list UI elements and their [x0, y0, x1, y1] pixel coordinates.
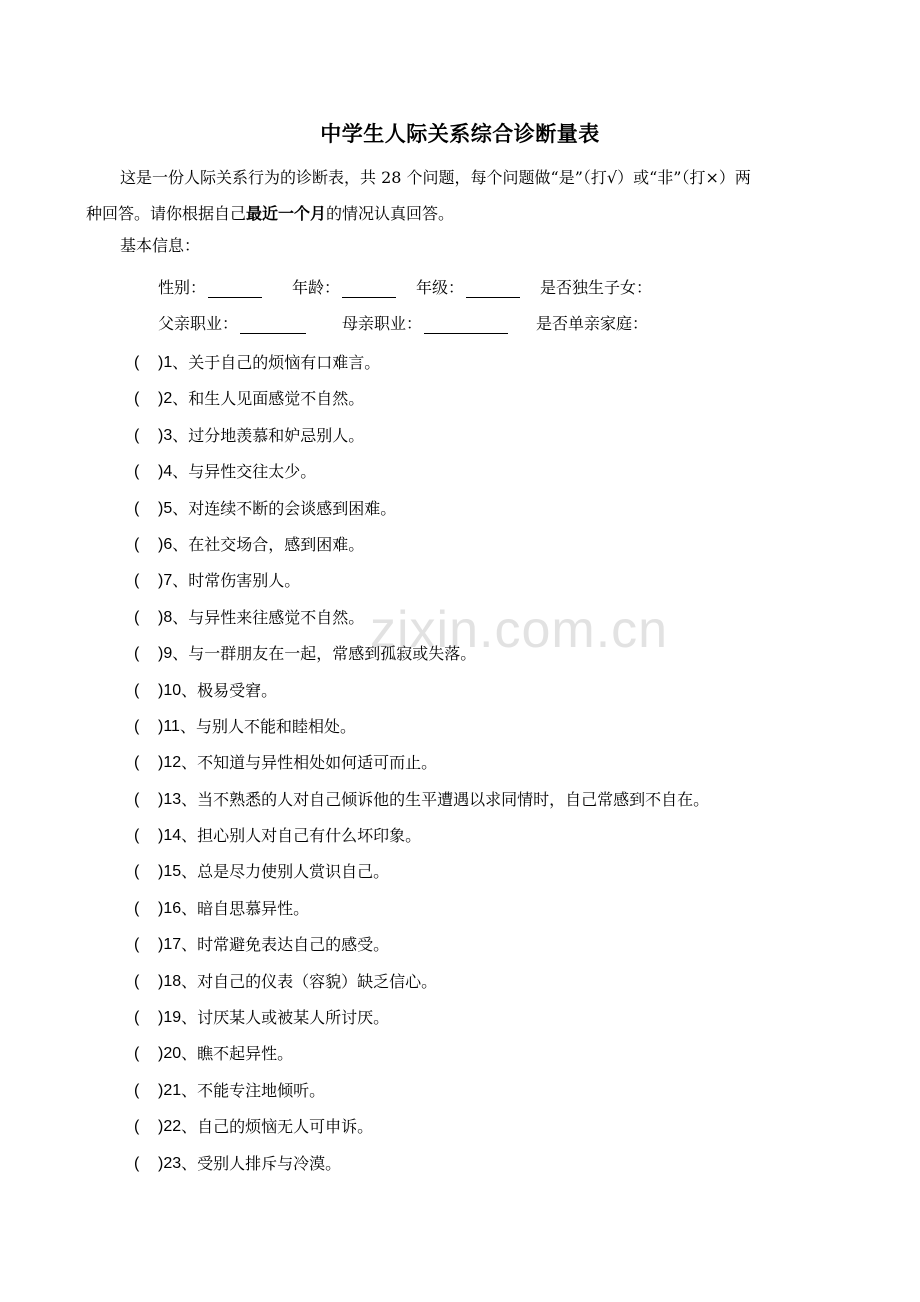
- question-item: [134, 673, 709, 709]
- question-text: 、暗自思慕异性。: [181, 898, 310, 918]
- question-text: 、和生人见面感觉不自然。: [172, 389, 365, 409]
- gender-field: [158, 275, 262, 298]
- answer-paren-close: ): [158, 972, 164, 990]
- question-item: [134, 1109, 709, 1145]
- question-number: 16: [163, 899, 182, 917]
- question-number: 17: [163, 936, 182, 954]
- answer-paren-open[interactable]: (: [134, 354, 140, 371]
- info-row-2: [158, 311, 648, 334]
- question-text: 、对自己的仪表（容貌）缺乏信心。: [181, 971, 438, 991]
- question-item: [134, 1000, 709, 1036]
- answer-paren-close: ): [158, 1045, 164, 1063]
- question-text: 、关于自己的烦恼有口难言。: [172, 353, 381, 372]
- intro-emphasis: 最近一个月: [246, 204, 327, 223]
- question-item: [134, 964, 709, 1000]
- intro-paragraph-line1: 这是一份人际关系行为的诊断表，共 28 个问题，每个问题做“是”（打√）或“非”（打×）两: [120, 168, 751, 187]
- question-text: 、极易受窘。: [181, 680, 278, 700]
- question-item: [134, 345, 709, 381]
- single-parent-field: [536, 311, 648, 334]
- question-item: [134, 527, 709, 563]
- question-item: [134, 745, 709, 781]
- father-job-blank[interactable]: [240, 315, 306, 334]
- intro-text-end: 的情况认真回答。: [326, 204, 455, 223]
- question-number: 19: [163, 1009, 182, 1027]
- question-text: 、自己的烦恼无人可申诉。: [181, 1117, 374, 1137]
- question-number: 1: [163, 354, 173, 371]
- question-text: 、与一群朋友在一起，常感到孤寂或失落。: [172, 644, 477, 664]
- answer-paren-close: ): [158, 354, 164, 371]
- answer-paren-open[interactable]: (: [134, 499, 140, 517]
- answer-paren-close: ): [158, 535, 164, 553]
- question-text: 、时常避免表达自己的感受。: [181, 935, 390, 955]
- father-job-label: 父亲职业：: [158, 314, 239, 333]
- answer-paren-open[interactable]: (: [134, 863, 140, 881]
- only-child-field: [540, 275, 652, 298]
- answer-paren-close: ): [158, 608, 164, 626]
- question-number: 11: [163, 717, 180, 735]
- question-text: 、与异性交往太少。: [172, 462, 317, 482]
- question-number: 13: [163, 790, 182, 808]
- grade-field: [416, 275, 520, 298]
- question-number: 6: [163, 535, 173, 553]
- document-title: 中学生人际关系综合诊断量表: [320, 122, 600, 146]
- answer-paren-open[interactable]: (: [134, 426, 140, 444]
- answer-paren-close: ): [158, 754, 164, 772]
- question-number: 20: [163, 1045, 182, 1063]
- grade-label: 年级：: [416, 278, 465, 297]
- answer-paren-close: ): [158, 1009, 164, 1027]
- answer-paren-open[interactable]: (: [134, 790, 140, 808]
- question-item: [134, 454, 709, 490]
- question-text: 、瞧不起异性。: [181, 1044, 294, 1064]
- answer-paren-open[interactable]: (: [134, 681, 140, 699]
- question-number: 7: [163, 572, 173, 590]
- question-item: [134, 818, 709, 854]
- question-number: 2: [163, 390, 173, 408]
- answer-paren-open[interactable]: (: [134, 936, 140, 954]
- question-text: 、对连续不断的会谈感到困难。: [172, 498, 397, 518]
- answer-paren-open[interactable]: (: [134, 972, 140, 990]
- mother-job-label: 母亲职业：: [342, 314, 423, 333]
- answer-paren-close: ): [158, 899, 164, 917]
- question-item: [134, 891, 709, 927]
- answer-paren-close: ): [158, 645, 164, 663]
- answer-paren-open[interactable]: (: [134, 1118, 140, 1136]
- answer-paren-open[interactable]: (: [134, 717, 140, 735]
- answer-paren-close: ): [158, 1154, 164, 1172]
- mother-job-blank[interactable]: [424, 315, 508, 334]
- question-number: 8: [163, 608, 173, 626]
- question-item: [134, 636, 709, 672]
- single-parent-label: 是否单亲家庭：: [536, 314, 649, 333]
- question-number: 22: [163, 1118, 182, 1136]
- question-item: [134, 381, 709, 417]
- question-text: 、过分地羡慕和妒忌别人。: [172, 425, 365, 445]
- answer-paren-close: ): [158, 827, 164, 845]
- question-item: [134, 1036, 709, 1072]
- answer-paren-open[interactable]: (: [134, 572, 140, 590]
- info-row-1: [158, 275, 652, 298]
- question-number: 10: [163, 681, 182, 699]
- answer-paren-open[interactable]: (: [134, 1009, 140, 1027]
- age-field: [292, 275, 396, 298]
- age-label: 年龄：: [292, 278, 341, 297]
- question-item: [134, 1146, 709, 1182]
- question-text: 、受别人排斥与冷漠。: [181, 1153, 342, 1173]
- question-number: 18: [163, 972, 182, 990]
- answer-paren-open[interactable]: (: [134, 1081, 140, 1099]
- question-text: 、不能专注地倾听。: [181, 1080, 326, 1100]
- question-number: 5: [163, 499, 173, 517]
- question-text: 、在社交场合，感到困难。: [172, 534, 365, 554]
- answer-paren-open[interactable]: (: [134, 463, 140, 481]
- intro-paragraph-line2: [86, 196, 846, 232]
- question-item: [134, 418, 709, 454]
- question-item: [134, 782, 709, 818]
- answer-paren-open[interactable]: (: [134, 390, 140, 408]
- question-item: [134, 491, 709, 527]
- question-text: 、时常伤害别人。: [172, 571, 301, 591]
- question-text: 、担心别人对自己有什么坏印象。: [181, 826, 422, 846]
- gender-label: 性别：: [158, 278, 207, 297]
- answer-paren-close: ): [158, 1081, 164, 1099]
- question-item: [134, 563, 709, 599]
- answer-paren-close: ): [158, 717, 164, 735]
- answer-paren-open[interactable]: (: [134, 535, 140, 553]
- answer-paren-open[interactable]: (: [134, 1154, 140, 1172]
- answer-paren-close: ): [158, 426, 164, 444]
- basic-info-label: 基本信息：: [120, 236, 201, 255]
- father-job-field: [158, 311, 306, 334]
- answer-paren-open[interactable]: (: [134, 608, 140, 626]
- question-number: 9: [163, 645, 173, 663]
- answer-paren-close: ): [158, 1118, 164, 1136]
- answer-paren-close: ): [158, 936, 164, 954]
- watermark: zixin.com.cn: [370, 601, 669, 659]
- answer-paren-close: ): [158, 572, 164, 590]
- question-number: 12: [163, 754, 182, 772]
- question-text: 、讨厌某人或被某人所讨厌。: [181, 1008, 390, 1028]
- question-list: [134, 345, 709, 1182]
- question-text: 、不知道与异性相处如何适可而止。: [181, 753, 438, 773]
- answer-paren-close: ): [158, 790, 164, 808]
- question-number: 4: [163, 463, 173, 481]
- question-number: 3: [163, 426, 173, 444]
- question-item: [134, 854, 709, 890]
- answer-paren-close: ): [158, 463, 164, 481]
- answer-paren-open[interactable]: (: [134, 645, 140, 663]
- question-item: [134, 600, 709, 636]
- answer-paren-close: ): [158, 390, 164, 408]
- question-item: [134, 1073, 709, 1109]
- answer-paren-open[interactable]: (: [134, 899, 140, 917]
- question-item: [134, 927, 709, 963]
- question-number: 21: [163, 1081, 182, 1099]
- question-number: 15: [163, 863, 182, 881]
- grade-blank[interactable]: [466, 279, 520, 298]
- gender-blank[interactable]: [208, 279, 262, 298]
- question-text: 、与别人不能和睦相处。: [179, 716, 356, 736]
- question-number: 14: [163, 827, 182, 845]
- question-item: [134, 709, 709, 745]
- answer-paren-close: ): [158, 681, 164, 699]
- answer-paren-open[interactable]: (: [134, 827, 140, 845]
- question-text: 、总是尽力使别人赏识自己。: [181, 862, 390, 882]
- answer-paren-close: ): [158, 863, 164, 881]
- question-text: 、当不熟悉的人对自己倾诉他的生平遭遇以求同情时，自己常感到不自在。: [181, 789, 710, 809]
- age-blank[interactable]: [342, 279, 396, 298]
- mother-job-field: [342, 311, 508, 334]
- only-child-label: 是否独生子女：: [540, 278, 653, 297]
- answer-paren-open[interactable]: (: [134, 754, 140, 772]
- answer-paren-open[interactable]: (: [134, 1045, 140, 1063]
- question-number: 23: [163, 1154, 182, 1172]
- answer-paren-close: ): [158, 499, 164, 517]
- intro-text: 种回答。请你根据自己: [86, 204, 247, 223]
- question-text: 、与异性来往感觉不自然。: [172, 607, 365, 627]
